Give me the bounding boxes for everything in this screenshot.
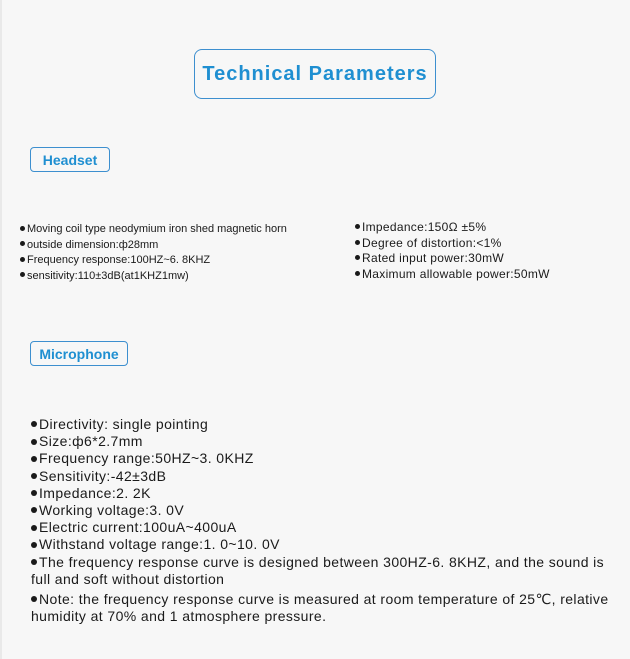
spec-text: Withstand voltage range:1. 0~10. 0V xyxy=(39,536,280,553)
bullet-icon xyxy=(31,439,37,445)
list-item xyxy=(31,554,611,588)
spec-text: Moving coil type neodymium iron shed magnetic horn xyxy=(27,223,287,235)
list-item xyxy=(31,591,611,625)
spec-text: Rated input power:30mW xyxy=(362,251,504,265)
page-title: Technical Parameters xyxy=(202,62,428,85)
bullet-icon xyxy=(31,525,37,531)
bullet-icon xyxy=(31,596,37,602)
bullet-icon xyxy=(31,507,37,513)
bullet-icon xyxy=(355,240,360,245)
spec-text: The frequency response curve is designed between 300HZ-6. 8KHZ, and the sound is full and soft without distortion xyxy=(31,553,605,587)
microphone-specs xyxy=(31,416,611,625)
spec-text: Frequency range:50HZ~3. 0KHZ xyxy=(39,450,254,467)
spec-text: Directivity: single pointing xyxy=(39,416,209,432)
bullet-icon xyxy=(31,542,37,548)
bullet-icon xyxy=(20,241,25,246)
bullet-icon xyxy=(31,559,37,565)
bullet-icon xyxy=(31,490,37,496)
spec-text: Frequency response:100HZ~6. 8KHZ xyxy=(27,254,211,266)
spec-text: Note: the frequency response curve is measured at room temperature of 25℃, relative humidity at 70% and 1 atmosphere pressure. xyxy=(31,591,609,625)
list-item xyxy=(31,519,611,536)
spec-text: Size:ф6*2.7mm xyxy=(39,433,143,450)
spec-text: Degree of distortion:<1% xyxy=(362,235,502,250)
bullet-icon xyxy=(355,255,360,260)
spec-text: Sensitivity:-42±3dB xyxy=(39,467,167,484)
microphone-heading-frame xyxy=(30,341,128,366)
list-item xyxy=(355,267,550,283)
spec-text: Working voltage:3. 0V xyxy=(39,502,185,519)
list-item xyxy=(31,416,611,433)
headset-specs-left xyxy=(20,222,287,284)
list-item xyxy=(31,433,611,450)
spec-text: Electric current:100uA~400uA xyxy=(39,519,237,536)
list-item xyxy=(31,485,611,502)
list-item xyxy=(20,253,287,269)
spec-text: Impedance:2. 2K xyxy=(39,484,151,501)
list-item xyxy=(31,450,611,467)
list-item xyxy=(20,269,287,285)
list-item xyxy=(31,468,611,485)
list-item xyxy=(20,222,287,238)
bullet-icon xyxy=(355,271,360,276)
spec-text: Maximum allowable power:50mW xyxy=(362,266,550,281)
spec-text: outside dimension:ф28mm xyxy=(27,238,159,251)
list-item xyxy=(31,536,611,553)
page-edge xyxy=(0,0,2,659)
bullet-icon xyxy=(20,257,25,262)
list-item xyxy=(355,236,550,252)
list-item xyxy=(355,220,550,236)
bullet-icon xyxy=(31,473,37,479)
bullet-icon xyxy=(355,224,360,229)
bullet-icon xyxy=(20,272,25,277)
list-item xyxy=(31,502,611,519)
bullet-icon xyxy=(31,456,37,462)
bullet-icon xyxy=(31,421,37,427)
bullet-icon xyxy=(20,226,25,231)
headset-heading-frame xyxy=(30,147,110,172)
spec-text: Impedance:150Ω ±5% xyxy=(362,220,487,234)
spec-text: sensitivity:110±3dB(at1KHZ1mw) xyxy=(27,269,189,282)
list-item xyxy=(20,238,287,254)
title-frame xyxy=(194,49,436,99)
headset-specs-right xyxy=(355,220,550,282)
headset-heading: Headset xyxy=(42,151,98,168)
microphone-heading: Microphone xyxy=(39,345,119,362)
list-item xyxy=(355,251,550,267)
